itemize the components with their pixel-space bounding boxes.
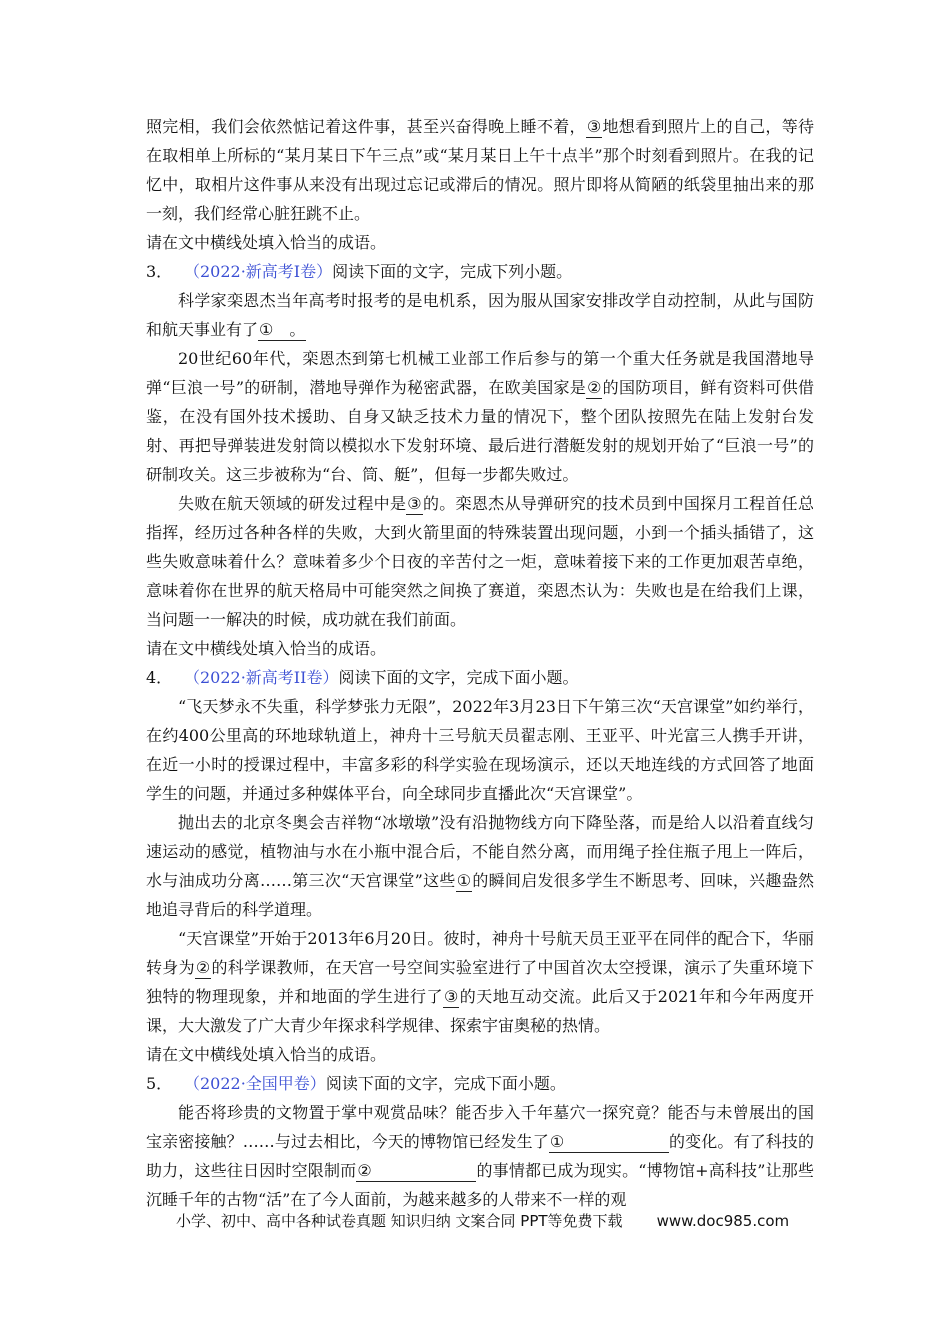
blank-2: ② [195,958,211,977]
question-prompt: 阅读下面的文字，完成下列小题。 [332,262,573,281]
blank-1: ① [549,1132,669,1153]
instruction: 请在文中横线处填入恰当的成语。 [146,1045,387,1064]
question-5-header [146,1069,814,1098]
question-source: （2022·全国甲卷） [184,1074,326,1093]
instruction: 请在文中横线处填入恰当的成语。 [146,639,387,658]
footer-link[interactable]: www.doc985.com [656,1212,790,1230]
question-prompt: 阅读下面的文字，完成下面小题。 [338,668,579,687]
question-source: （2022·新高考II卷） [184,668,339,687]
question-4-header [146,663,814,692]
q4-paragraph-3: “天宫课堂”开始于2013年6月20日。彼时，神舟十号航天员王亚平在同伴的配合下，华丽转身为②的科学课教师，在天宫一号空间实验室进行了中国首次太空授课，演示了失重环境下独特的物理现象，并和地面的学生进行了③的天地互动交流。此后又于2021年和今年两度开课，大大激发了广大青少年探求科学规律、探索宇宙奥秘的热情。 [146,929,814,1035]
q3-paragraph-1: 科学家栾恩杰当年高考时报考的是电机系，因为服从国家安排改学自动控制，从此与国防和航天事业有了① 。 [146,291,814,339]
blank-1: ① [456,871,472,890]
instruction: 请在文中横线处填入恰当的成语。 [146,233,387,252]
question-number: 5． [146,1074,173,1093]
q5-paragraph-1: 能否将珍贵的文物置于掌中观赏品味？能否步入千年墓穴一探究竟？能否与未曾展出的国宝亲密接触？……与过去相比，今天的博物馆已经发生了① 的变化。有了科技的助力，这些往日因时空限制而② 的事情都已成为现实。“博物馆+高科技”让那些沉睡千年的古物“活”在了今人面前，为越来越多的人带来不一样的观 [146,1103,814,1209]
blank-3: ③ [443,987,459,1006]
q3-paragraph-2: 20世纪60年代，栾恩杰到第七机械工业部工作后参与的第一个重大任务就是我国潜地导弹“巨浪一号”的研制，潜地导弹作为秘密武器，在欧美国家是②的国防项目，鲜有资料可供借鉴，在没有国外技术援助、自身又缺乏技术力量的情况下，整个团队按照先在陆上发射台发射、再把导弹装进发射筒以模拟水下发射环境、最后进行潜艇发射的规划开始了“巨浪一号”的研制攻关。这三步被称为“台、筒、艇”，但每一步都失败过。 [146,349,814,484]
question-number: 3． [146,262,173,281]
exam-content [146,112,814,1214]
blank-1: ① 。 [259,320,306,339]
q4-paragraph-2: 抛出去的北京冬奥会吉祥物“冰墩墩”没有沿抛物线方向下降坠落，而是给人以沿着直线匀速运动的感觉，植物油与水在小瓶中混合后，不能自然分离，而用绳子拴住瓶子甩上一阵后，水与油成功分离……第三次“天宫课堂”这些①的瞬间启发很多学生不断思考、回味，兴趣盎然地追寻背后的科学道理。 [146,813,814,919]
blank-3: ③ [586,117,602,136]
continued-paragraph: 照完相，我们会依然惦记着这件事，甚至兴奋得晚上睡不着，③地想看到照片上的自己，等待在取相单上所标的“某月某日下午三点”或“某月某日上午十点半”那个时刻看到照片。在我的记忆中，取相片这件事从来没有出现过忘记或滞后的情况。照片即将从简陋的纸袋里抽出来的那一刻，我们经常心脏狂跳不止。 [146,117,814,223]
blank-2: ② [587,378,602,397]
q3-paragraph-3: 失败在航天领域的研发过程中是③的。栾恩杰从导弹研究的技术员到中国探月工程首任总指挥，经历过各种各样的失败，大到火箭里面的特殊装置出现问题，小到一个插头插错了，这些失败意味着什么？意味着多少个日夜的辛苦付之一炬，意味着接下来的工作更加艰苦卓绝，意味着你在世界的航天格局中可能突然之间换了赛道，栾恩杰认为：失败也是在给我们上课，当问题一一解决的时候，成功就在我们前面。 [146,494,814,629]
blank-3: ③ [407,494,422,513]
page-footer [176,1210,789,1231]
q4-paragraph-1: “飞天梦永不失重，科学梦张力无限”，2022年3月23日下午第三次“天宫课堂”如约举行，在约400公里高的环地球轨道上，神舟十三号航天员翟志刚、王亚平、叶光富三人携手开讲，在近一小时的授课过程中，丰富多彩的科学实验在现场演示，还以天地连线的方式回答了地面学生的问题，并通过多种媒体平台，向全球同步直播此次“天宫课堂”。 [146,697,814,803]
question-number: 4． [146,668,173,687]
question-source: （2022·新高考I卷） [184,262,333,281]
footer-text: 小学、初中、高中各种试卷真题 知识归纳 文案合同 PPT等免费下载 [176,1212,623,1230]
question-3-header [146,257,814,286]
blank-2: ② [356,1161,476,1182]
question-prompt: 阅读下面的文字，完成下面小题。 [325,1074,566,1093]
